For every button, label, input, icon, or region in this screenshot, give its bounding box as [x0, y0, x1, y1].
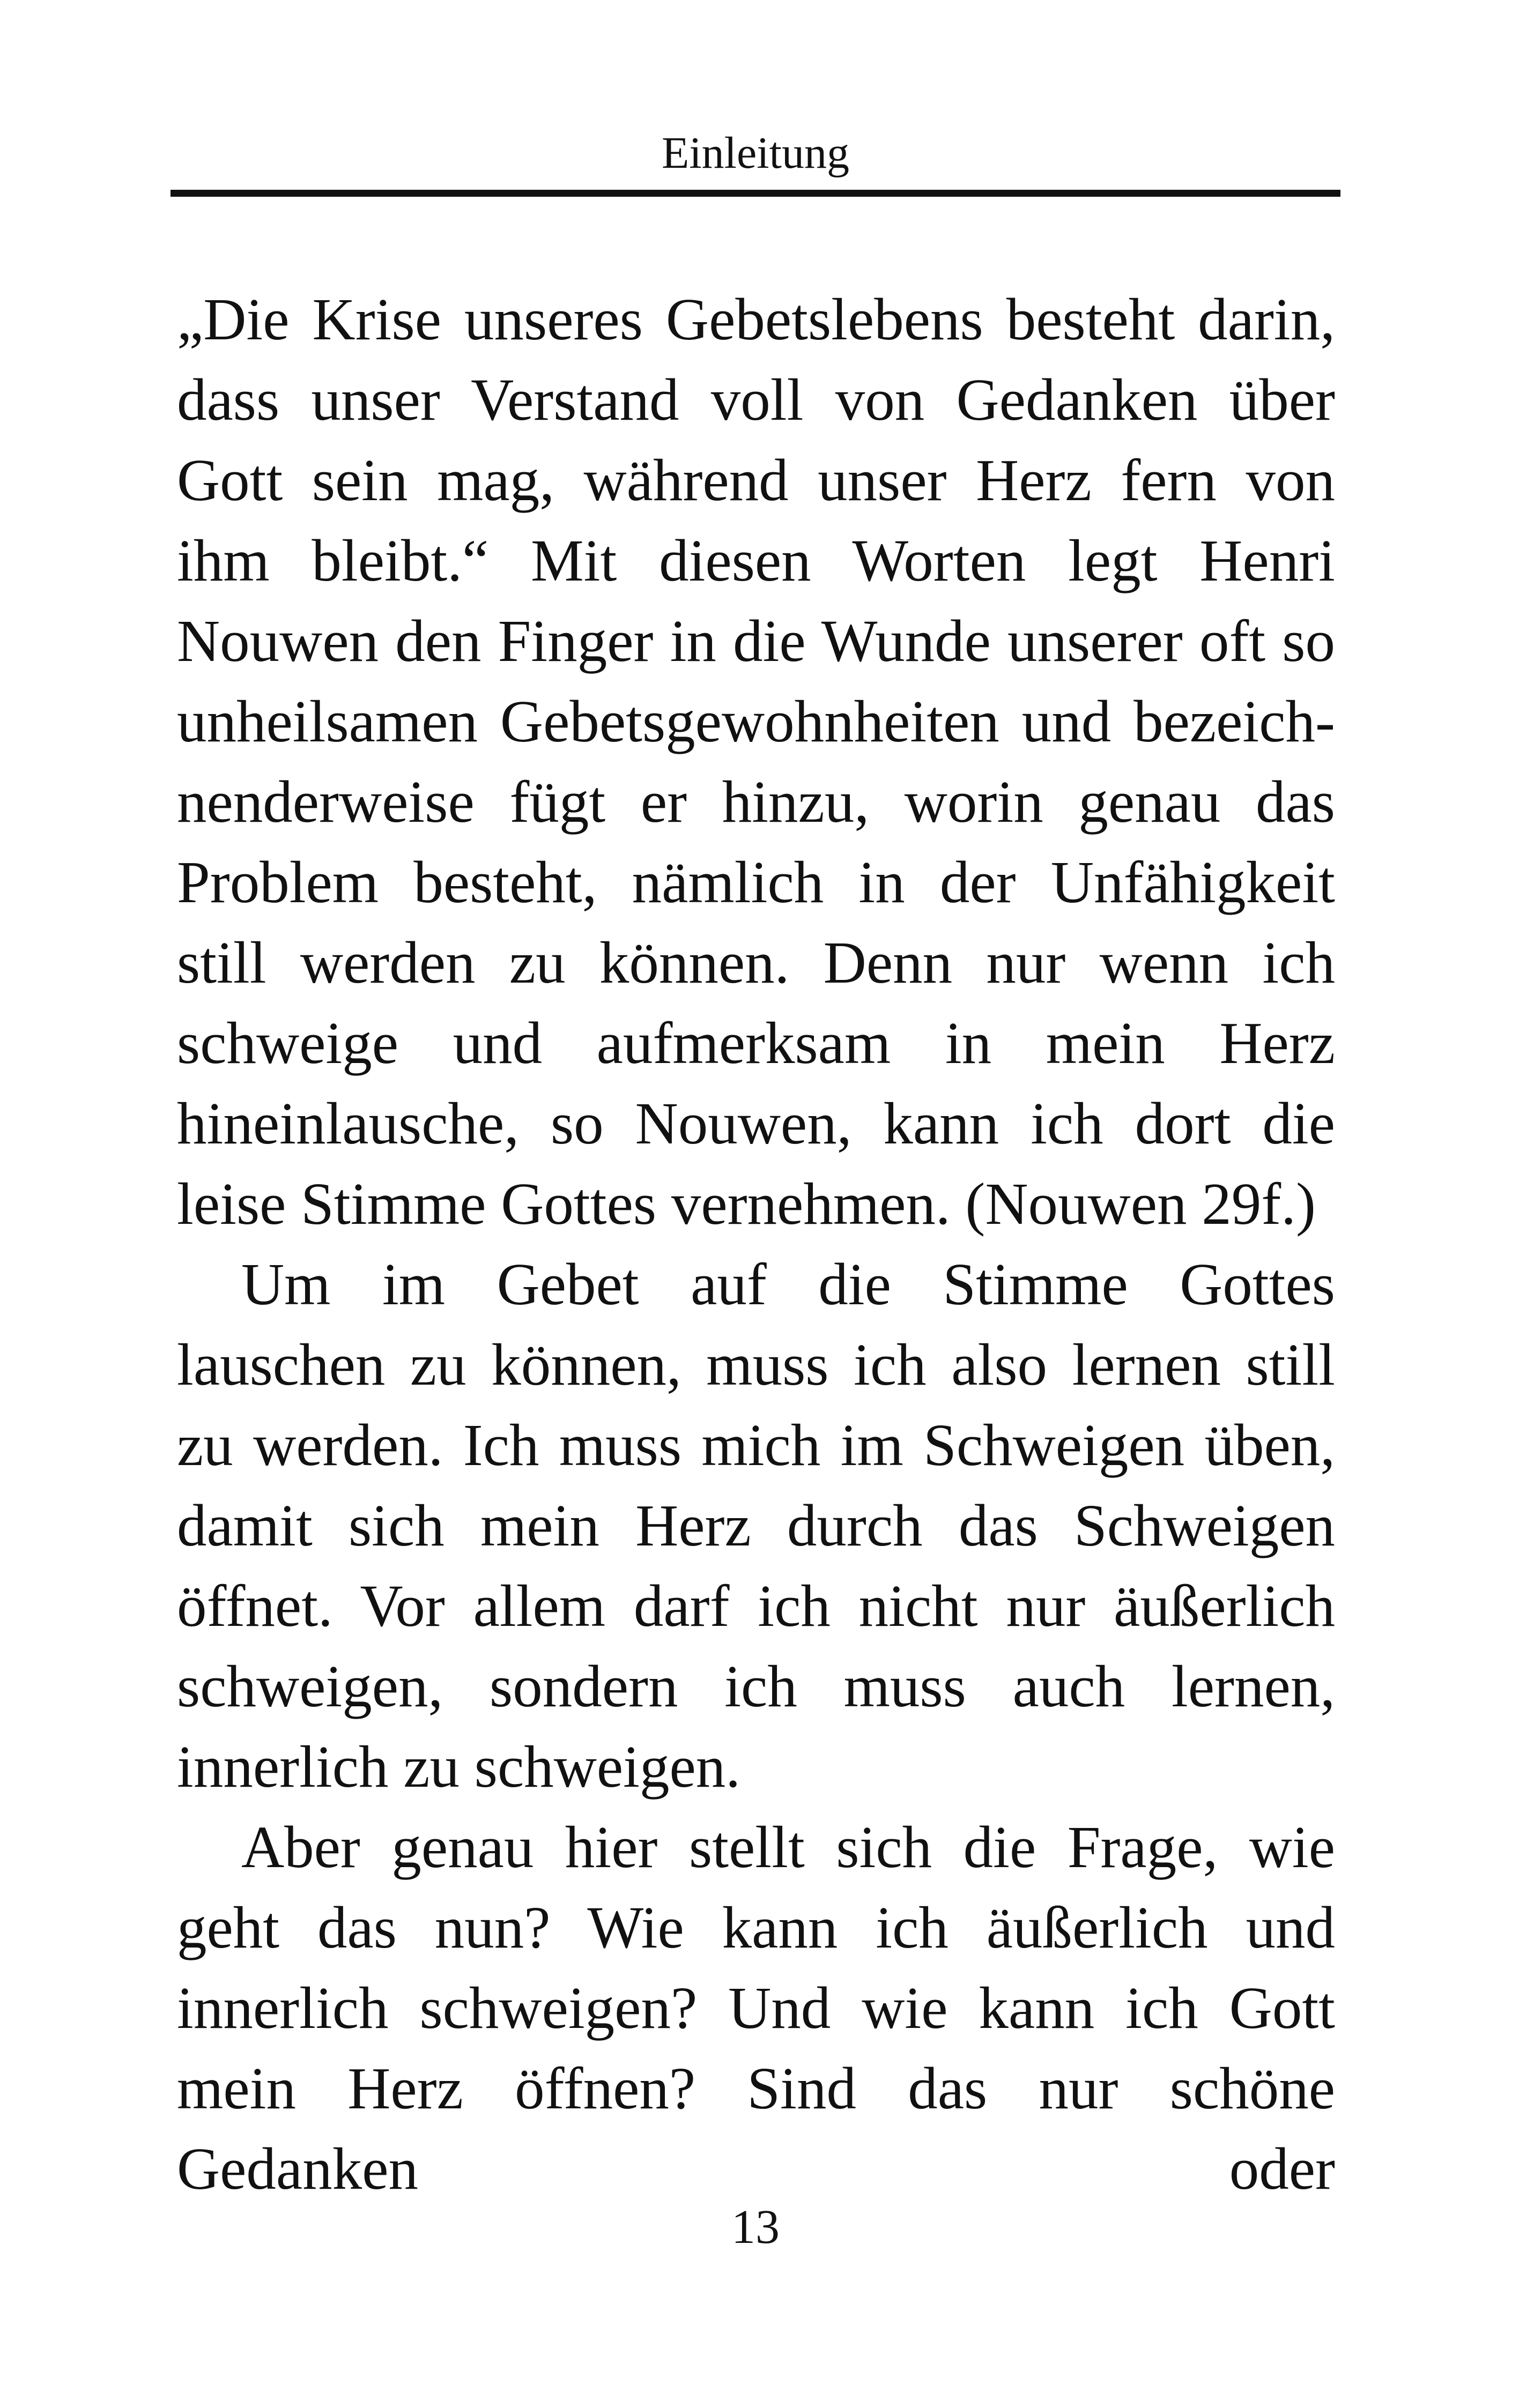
- body-text: [177, 280, 1335, 2210]
- running-head: Einleitung: [662, 128, 849, 178]
- paragraph-2: Um im Gebet auf die Stimme Gottes lauschen zu können, muss ich also lernen still zu werden. Ich muss mich im Schweigen üben, damit sich mein Herz durch das Schweigen öffnet. Vor allem darf ich nicht nur äußerlich schweigen, sondern ich muss auch lernen, innerlich zu schweigen.: [177, 1252, 1335, 1800]
- header-rule: [171, 190, 1340, 197]
- page-number: 13: [731, 2201, 780, 2254]
- paragraph-3: Aber genau hier stellt sich die Frage, wie geht das nun? Wie kann ich äußerlich und innerlich schweigen? Und wie kann ich Gott mein Herz öffnen? Sind das nur schöne Gedanken oder: [177, 1815, 1335, 2202]
- paragraph-1: „Die Krise unseres Gebetslebens besteht darin, dass unser Verstand voll von Gedanken über Gott sein mag, während unser Herz fern von ihm bleibt.“ Mit diesen Worten legt Henri Nouwen den Finger in die Wunde unserer oft so unheilsamen Gebetsgewohnheiten und bezeichnenderweise fügt er hinzu, worin genau das Problem besteht, nämlich in der Unfähigkeit still werden zu können. Denn nur wenn ich schweige und aufmerksam in mein Herz hineinlausche, so Nouwen, kann ich dort die leise Stimme Gottes vernehmen. (Nouwen 29f.): [177, 287, 1335, 1237]
